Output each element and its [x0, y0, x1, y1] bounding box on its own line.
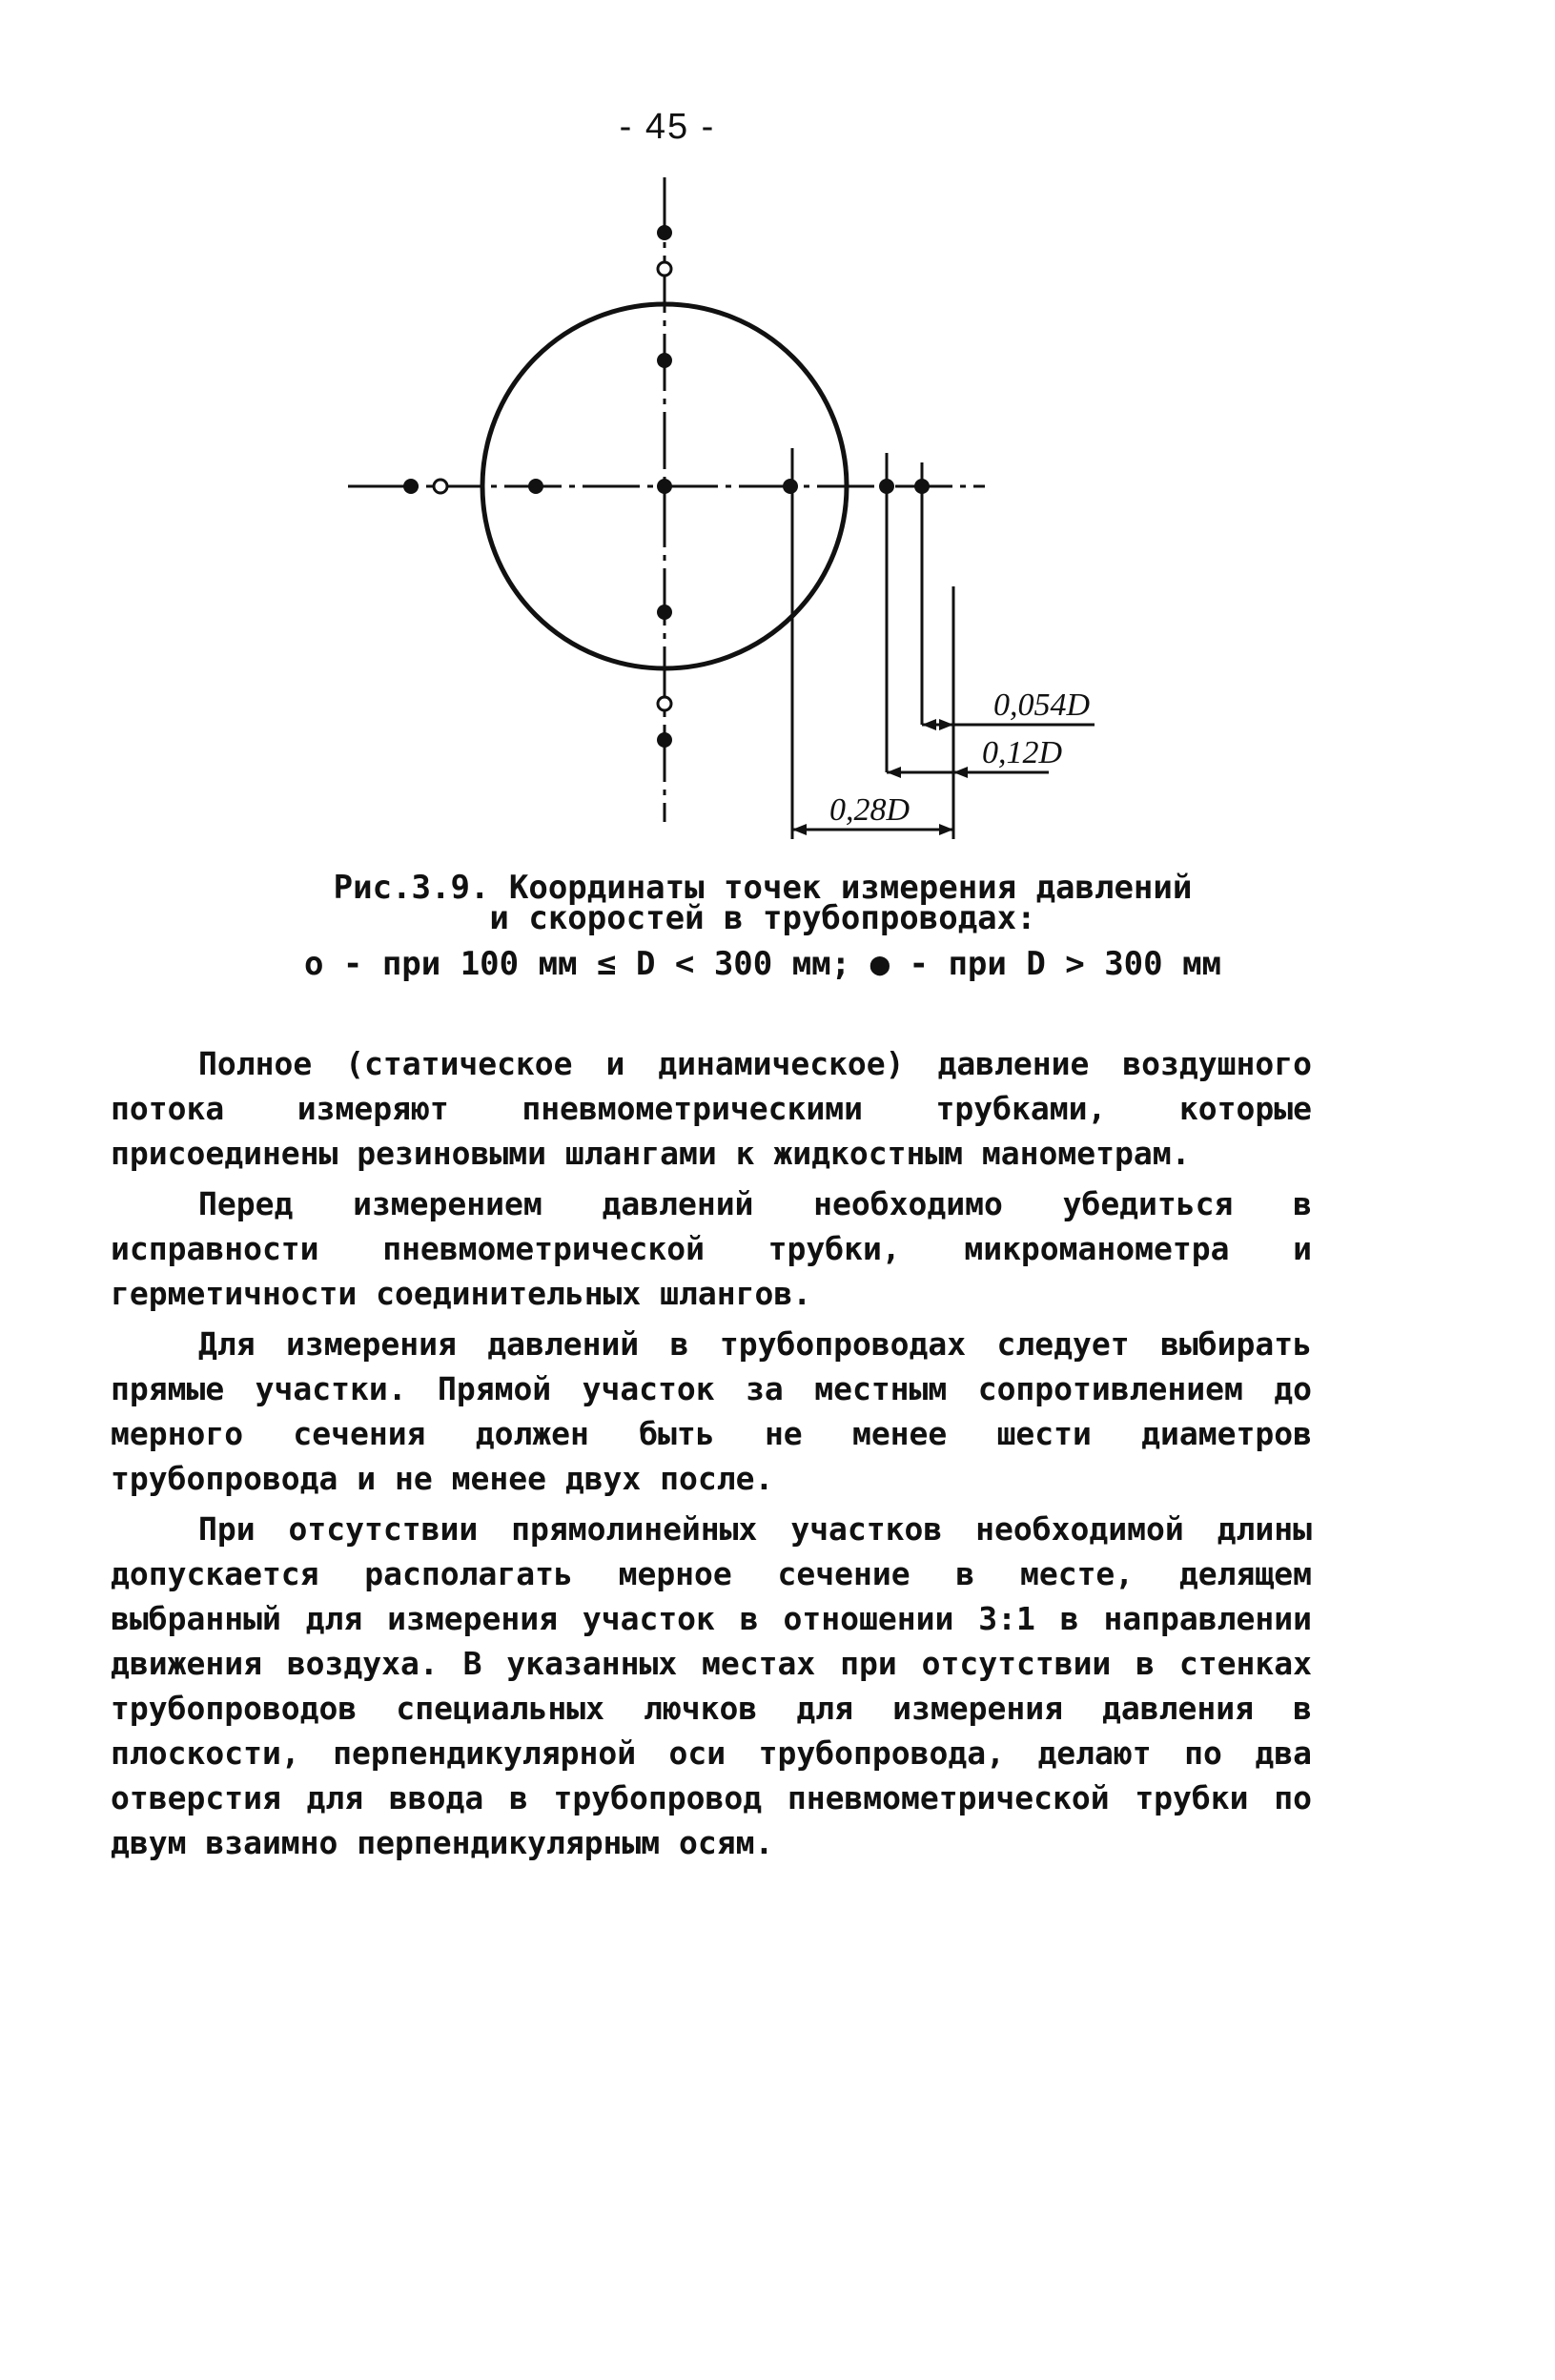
caption-line-1: Рис.3.9. Координаты точек измерения давлений [333, 869, 1193, 907]
body-text [111, 1041, 1312, 1871]
dim-label-012d: 0,12D [982, 735, 1063, 770]
point-filled [657, 479, 672, 494]
paragraph: При отсутствии прямолинейных участков необходимой длины допускается располагать мерное сечение в месте, делящем выбранный для измерения участок в отношении 3:1 в направлении движения воздуха. В указанных местах при отсутствии в стенках трубопроводов специальных лючков для измерения давления в плоскости, перпендикулярной оси трубопровода, делают по два отверстия для ввода в трубопровод пневмометрической трубки по двум взаимно перпендикулярным осям. [111, 1510, 1312, 1861]
point-filled [657, 353, 672, 368]
point-filled [657, 732, 672, 748]
point-filled [528, 479, 543, 494]
point-filled [657, 225, 672, 240]
point-filled [403, 479, 419, 494]
point-open [434, 480, 447, 493]
caption-line-2: и скоростей в трубопроводах: [489, 899, 1036, 937]
dim-label-0054d: 0,054D [993, 687, 1091, 723]
figure-caption [172, 869, 1354, 983]
figure-measurement-points [315, 162, 1173, 858]
paragraph: Для измерения давлений в трубопроводах следует выбирать прямые участки. Прямой участок за местным сопротивлением до мерного сечения должен быть не менее шести диаметров трубопровода и не менее двух после. [111, 1325, 1312, 1497]
paragraph: Полное (статическое и динамическое) давление воздушного потока измеряют пневмометрическими трубками, которые присоединены резиновыми шлангами к жидкостным манометрам. [111, 1045, 1312, 1172]
dim-label-028d: 0,28D [829, 792, 910, 828]
paragraph: Перед измерением давлений необходимо убедиться в исправности пневмометрической трубки, микроманометра и герметичности соединительных шлангов. [111, 1185, 1312, 1312]
point-open [658, 697, 671, 710]
point-filled [657, 605, 672, 620]
caption-legend: о - при 100 мм ≤ D < 300 мм; ● - при D > 300 мм [303, 945, 1222, 983]
point-open [658, 262, 671, 276]
point-filled [783, 479, 798, 494]
page-number: - 45 - [619, 107, 716, 147]
